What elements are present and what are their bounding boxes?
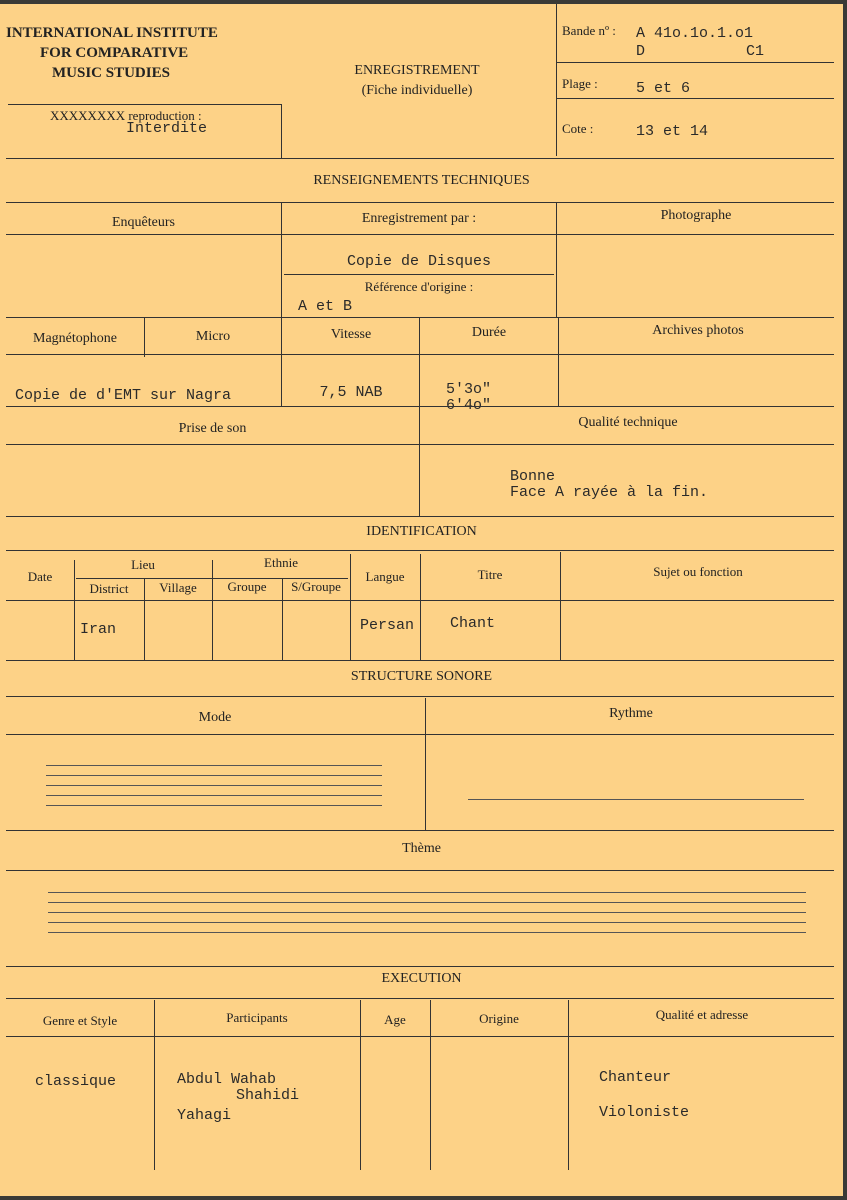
reference-line [284, 274, 554, 275]
institute-name-line1: INTERNATIONAL INSTITUTE [6, 25, 218, 41]
reproduction-label: XXXXXXXX reproduction : [50, 108, 202, 123]
ethnie-label: Ethnie [264, 555, 298, 570]
lieu-label: Lieu [131, 557, 155, 572]
theme-fill-line [48, 902, 806, 903]
duree-value-1: 5'3o" [446, 381, 492, 398]
execution-vline-4 [568, 1000, 569, 1170]
identification-vline-2 [144, 578, 145, 660]
vitesse-value: 7,5 NAB [319, 384, 383, 401]
prise-de-son-label: Prise de son [178, 421, 247, 436]
mode-fill-line [46, 795, 382, 796]
participant-name-line2: Shahidi [236, 1087, 300, 1104]
bande-value-line2b: C1 [746, 43, 765, 60]
theme-label-line [6, 870, 834, 871]
form-title: ENREGISTREMENT [354, 63, 480, 78]
identification-vline-1 [74, 560, 75, 660]
technique-bottom-line [6, 516, 834, 517]
theme-label: Thème [402, 841, 441, 856]
identification-vline-6 [420, 554, 421, 660]
header-divider-right [556, 4, 557, 156]
technique-heading: RENSEIGNEMENTS TECHNIQUES [313, 173, 530, 188]
technique-vline-3 [144, 317, 145, 357]
technique-label-line [6, 234, 834, 235]
qualite-technique-label: Qualité technique [578, 415, 678, 430]
duree-value-2: 6'4o" [446, 397, 492, 414]
technique-heading-line [6, 202, 834, 203]
origine-label: Origine [479, 1011, 519, 1026]
district-value: Iran [80, 621, 117, 638]
theme-fill-line [48, 932, 806, 933]
institute-name-line2: FOR COMPARATIVE [40, 45, 189, 61]
magnetophone-value: Copie de d'EMT sur Nagra [15, 387, 232, 404]
identification-vline-4 [282, 578, 283, 660]
magnetophone-label: Magnétophone [33, 331, 117, 346]
reproduction-top-line [8, 104, 281, 105]
plage-cote-divider [556, 98, 834, 99]
bande-plage-divider [556, 62, 834, 63]
header-bottom-line [6, 158, 834, 159]
theme-fill-line [48, 892, 806, 893]
technique-row-line-2 [6, 354, 834, 355]
reproduction-value: Interdite [126, 120, 208, 137]
technique-row-line-4 [6, 444, 834, 445]
execution-heading-line [6, 998, 834, 999]
genre-label: Genre et Style [42, 1013, 118, 1028]
participants-label: Participants [226, 1010, 288, 1025]
sgroupe-label: S/Groupe [291, 579, 341, 594]
titre-value: Chant [450, 615, 496, 632]
identification-heading-line [6, 550, 834, 551]
role-value-1: Chanteur [599, 1069, 672, 1086]
mode-fill-line [46, 765, 382, 766]
genre-value: classique [35, 1073, 117, 1090]
identification-vline-3 [212, 560, 213, 660]
mode-fill-line [46, 805, 382, 806]
structure-vline [425, 698, 426, 830]
vitesse-label: Vitesse [330, 327, 372, 342]
plage-value: 5 et 6 [636, 80, 691, 97]
duree-label: Durée [471, 325, 507, 340]
execution-heading: EXECUTION [381, 971, 462, 986]
archives-label: Archives photos [652, 323, 744, 338]
cote-label: Cote : [562, 121, 594, 136]
theme-fill-line [48, 912, 806, 913]
sujet-label: Sujet ou fonction [653, 564, 743, 579]
bande-value-line2a: D [636, 43, 646, 60]
catalog-card [0, 4, 843, 1196]
execution-label-line [6, 1036, 834, 1037]
langue-value: Persan [360, 617, 415, 634]
role-value-2: Violoniste [599, 1104, 690, 1121]
district-label: District [89, 581, 129, 596]
age-label: Age [384, 1012, 406, 1027]
enqueteurs-label: Enquêteurs [112, 215, 175, 230]
mode-label: Mode [198, 710, 232, 725]
date-label: Date [27, 569, 53, 584]
structure-heading-line [6, 696, 834, 697]
reference-label: Référence d'origine : [364, 279, 474, 294]
mode-fill-line [46, 775, 382, 776]
identification-vline-5 [350, 554, 351, 660]
execution-vline-2 [360, 1000, 361, 1170]
enregistrement-value: Copie de Disques [346, 253, 492, 270]
participant-name-line3: Yahagi [177, 1107, 232, 1124]
micro-label: Micro [195, 329, 231, 344]
structure-label-line [6, 734, 834, 735]
qualite-value-2: Face A rayée à la fin. [510, 484, 709, 501]
bande-value-line1: A 41o.1o.1.o1 [636, 25, 754, 42]
mode-fill-line [46, 785, 382, 786]
enregistrement-label: Enregistrement par : [361, 211, 477, 226]
photographe-label: Photographe [660, 208, 732, 223]
qualite-adresse-label: Qualité et adresse [655, 1007, 749, 1022]
groupe-label: Groupe [227, 579, 267, 594]
structure-bottom-line [6, 966, 834, 967]
titre-label: Titre [477, 567, 503, 582]
structure-heading: STRUCTURE SONORE [350, 669, 493, 684]
identification-heading: IDENTIFICATION [366, 524, 477, 539]
theme-fill-line [48, 922, 806, 923]
technique-vline-6 [558, 317, 559, 407]
rythme-label: Rythme [609, 706, 653, 721]
execution-vline-3 [430, 1000, 431, 1170]
structure-row-line [6, 830, 834, 831]
identification-bottom-line [6, 660, 834, 661]
institute-name-line3: MUSIC STUDIES [52, 65, 170, 81]
village-label: Village [159, 580, 197, 595]
plage-label: Plage : [562, 76, 598, 91]
qualite-value-1: Bonne [510, 468, 556, 485]
langue-label: Langue [365, 569, 405, 584]
execution-vline-1 [154, 1000, 155, 1170]
technique-vline-2 [556, 202, 557, 317]
technique-row-line-3 [6, 406, 834, 407]
identification-vline-7 [560, 552, 561, 660]
header-divider-left [281, 104, 282, 159]
rythme-fill-line [468, 799, 804, 800]
technique-row-line-1 [6, 317, 834, 318]
bande-label: Bande nº : [562, 23, 616, 38]
reference-value: A et B [298, 298, 353, 315]
cote-value: 13 et 14 [636, 123, 709, 140]
form-subtitle: (Fiche individuelle) [361, 83, 473, 98]
participant-name-line1: Abdul Wahab [177, 1071, 277, 1088]
